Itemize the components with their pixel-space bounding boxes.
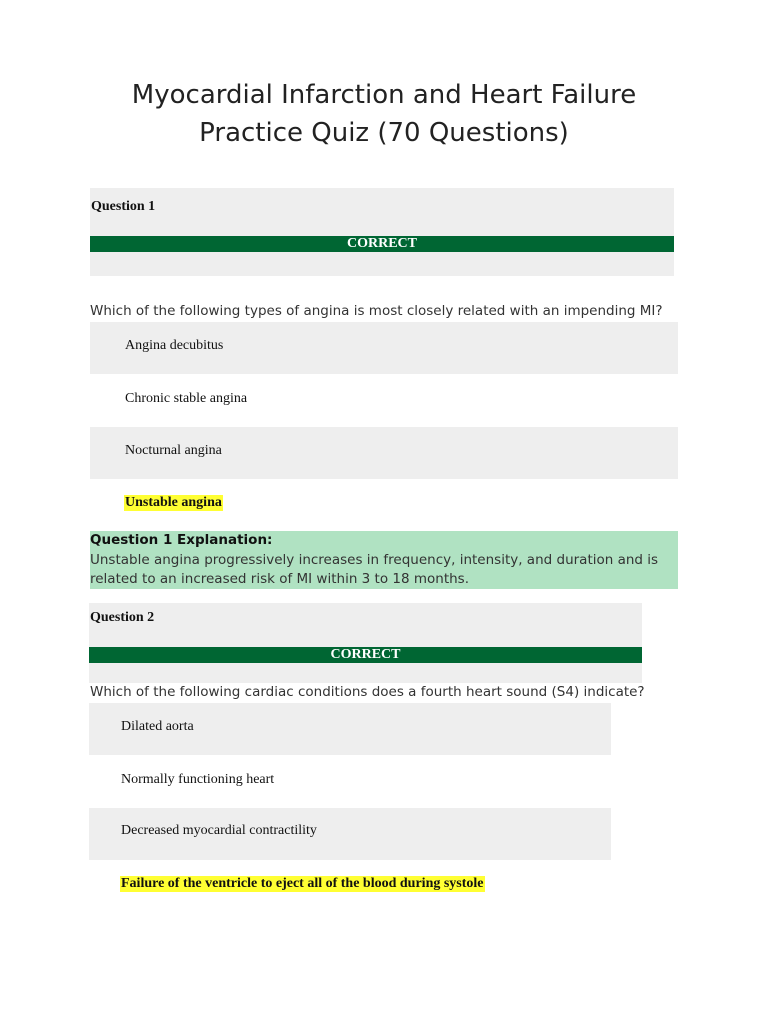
question-1-option-3-label[interactable]: Nocturnal angina	[125, 443, 222, 458]
explanation-text: Unstable angina progressively increases in frequency, intensity, and duration and is related to an increased risk of MI within 3 to 18 months.	[90, 551, 659, 587]
question-1-text: Which of the following types of angina is most closely related with an impending MI?	[90, 303, 663, 319]
question-2-label: Question 2	[90, 610, 155, 625]
question-2-option-3-label[interactable]: Decreased myocardial contractility	[121, 823, 317, 838]
question-1-header	[90, 188, 674, 276]
question-2-status-banner: CORRECT	[89, 647, 642, 663]
question-1-label: Question 1	[91, 199, 156, 214]
question-1-option-1-label[interactable]: Angina decubitus	[125, 338, 224, 353]
question-1-explanation	[90, 531, 678, 589]
question-2-correct-answer[interactable]: Failure of the ventricle to eject all of the blood during systole	[121, 876, 484, 891]
title-line-2: Practice Quiz (70 Questions)	[199, 118, 569, 148]
title-line-1: Myocardial Infarction and Heart Failure	[131, 80, 637, 110]
question-2-option-2-label[interactable]: Normally functioning heart	[121, 772, 275, 787]
question-1-option-2-label[interactable]: Chronic stable angina	[125, 391, 248, 406]
question-2-option-1-label[interactable]: Dilated aorta	[121, 719, 194, 734]
question-1-correct-answer[interactable]: Unstable angina	[125, 495, 222, 510]
page-title	[0, 76, 768, 152]
question-2-header	[89, 603, 642, 683]
explanation-title: Question 1 Explanation:	[90, 532, 273, 548]
question-2-text: Which of the following cardiac conditions does a fourth heart sound (S4) indicate?	[90, 684, 645, 700]
question-1-status-banner: CORRECT	[90, 236, 674, 252]
